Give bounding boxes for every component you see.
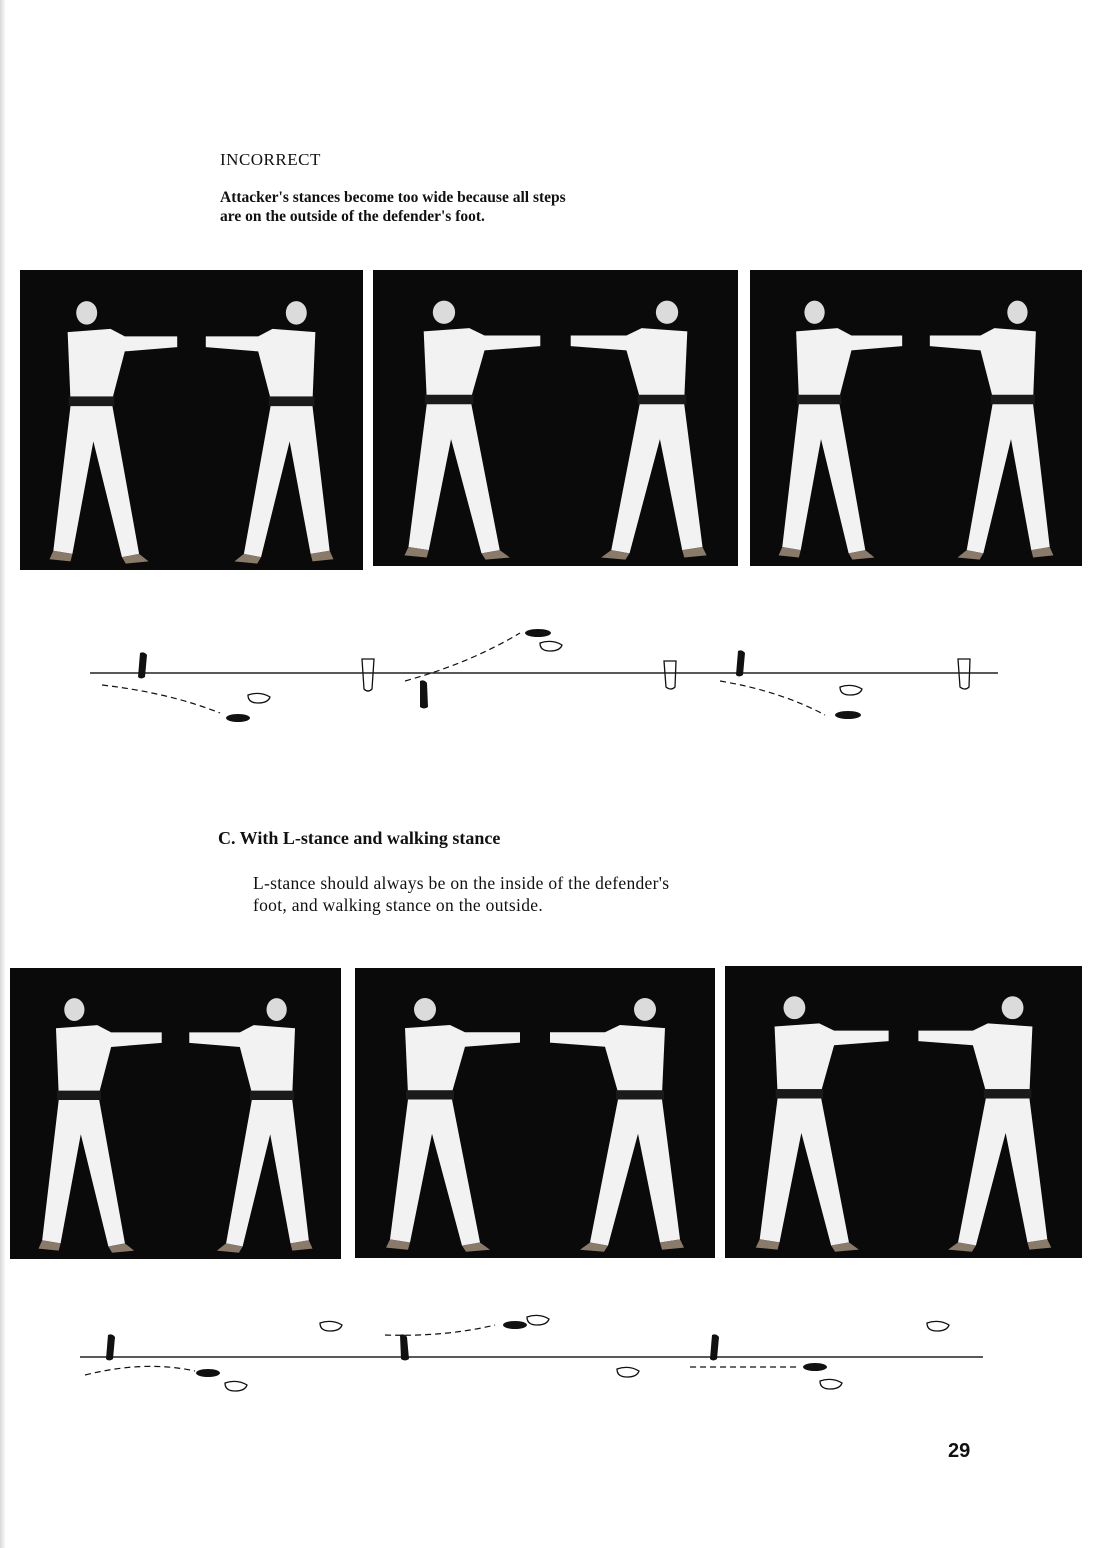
dashed-arrow-icon xyxy=(102,633,825,715)
sparring-figures-illustration xyxy=(750,270,1082,566)
footprint-black-icon xyxy=(138,652,147,678)
footprint-outline-icon xyxy=(225,1315,949,1391)
section-c-body xyxy=(253,872,893,916)
incorrect-heading: INCORRECT xyxy=(220,150,321,169)
section-c-body-line-1: L-stance should always be on the inside of the defender's xyxy=(253,873,670,893)
photo-l-stance-3 xyxy=(725,966,1082,1258)
footprint-outline-icon xyxy=(248,641,970,703)
footwork-diagram-l-stance xyxy=(75,1305,995,1405)
photo-incorrect-2 xyxy=(373,270,738,566)
photo-l-stance-1 xyxy=(10,968,341,1259)
incorrect-caption xyxy=(220,188,760,226)
photo-incorrect-1 xyxy=(20,270,363,570)
section-c-body-line-2: foot, and walking stance on the outside. xyxy=(253,895,543,915)
footprint-black-icon xyxy=(420,680,428,708)
footwork-diagram-incorrect xyxy=(80,615,1010,735)
sparring-figures-illustration xyxy=(725,966,1082,1258)
page-edge-shadow xyxy=(0,0,6,1548)
section-c-title: C. With L-stance and walking stance xyxy=(218,828,501,848)
footprint-black-icon xyxy=(106,1321,827,1377)
footprint-black-icon xyxy=(226,714,250,722)
sparring-figures-illustration xyxy=(373,270,738,566)
photo-l-stance-2 xyxy=(355,968,715,1258)
footprint-black-icon xyxy=(525,629,551,637)
dashed-arrow-icon xyxy=(85,1325,800,1375)
sparring-figures-illustration xyxy=(10,968,341,1259)
incorrect-caption-line-1: Attacker's stances become too wide because all steps xyxy=(220,189,566,206)
footprint-black-icon xyxy=(835,711,861,719)
incorrect-caption-line-2: are on the outside of the defender's foot. xyxy=(220,208,485,225)
page-number: 29 xyxy=(948,1440,971,1462)
photo-incorrect-3 xyxy=(750,270,1082,566)
sparring-figures-illustration xyxy=(20,270,363,570)
sparring-figures-illustration xyxy=(355,968,715,1258)
